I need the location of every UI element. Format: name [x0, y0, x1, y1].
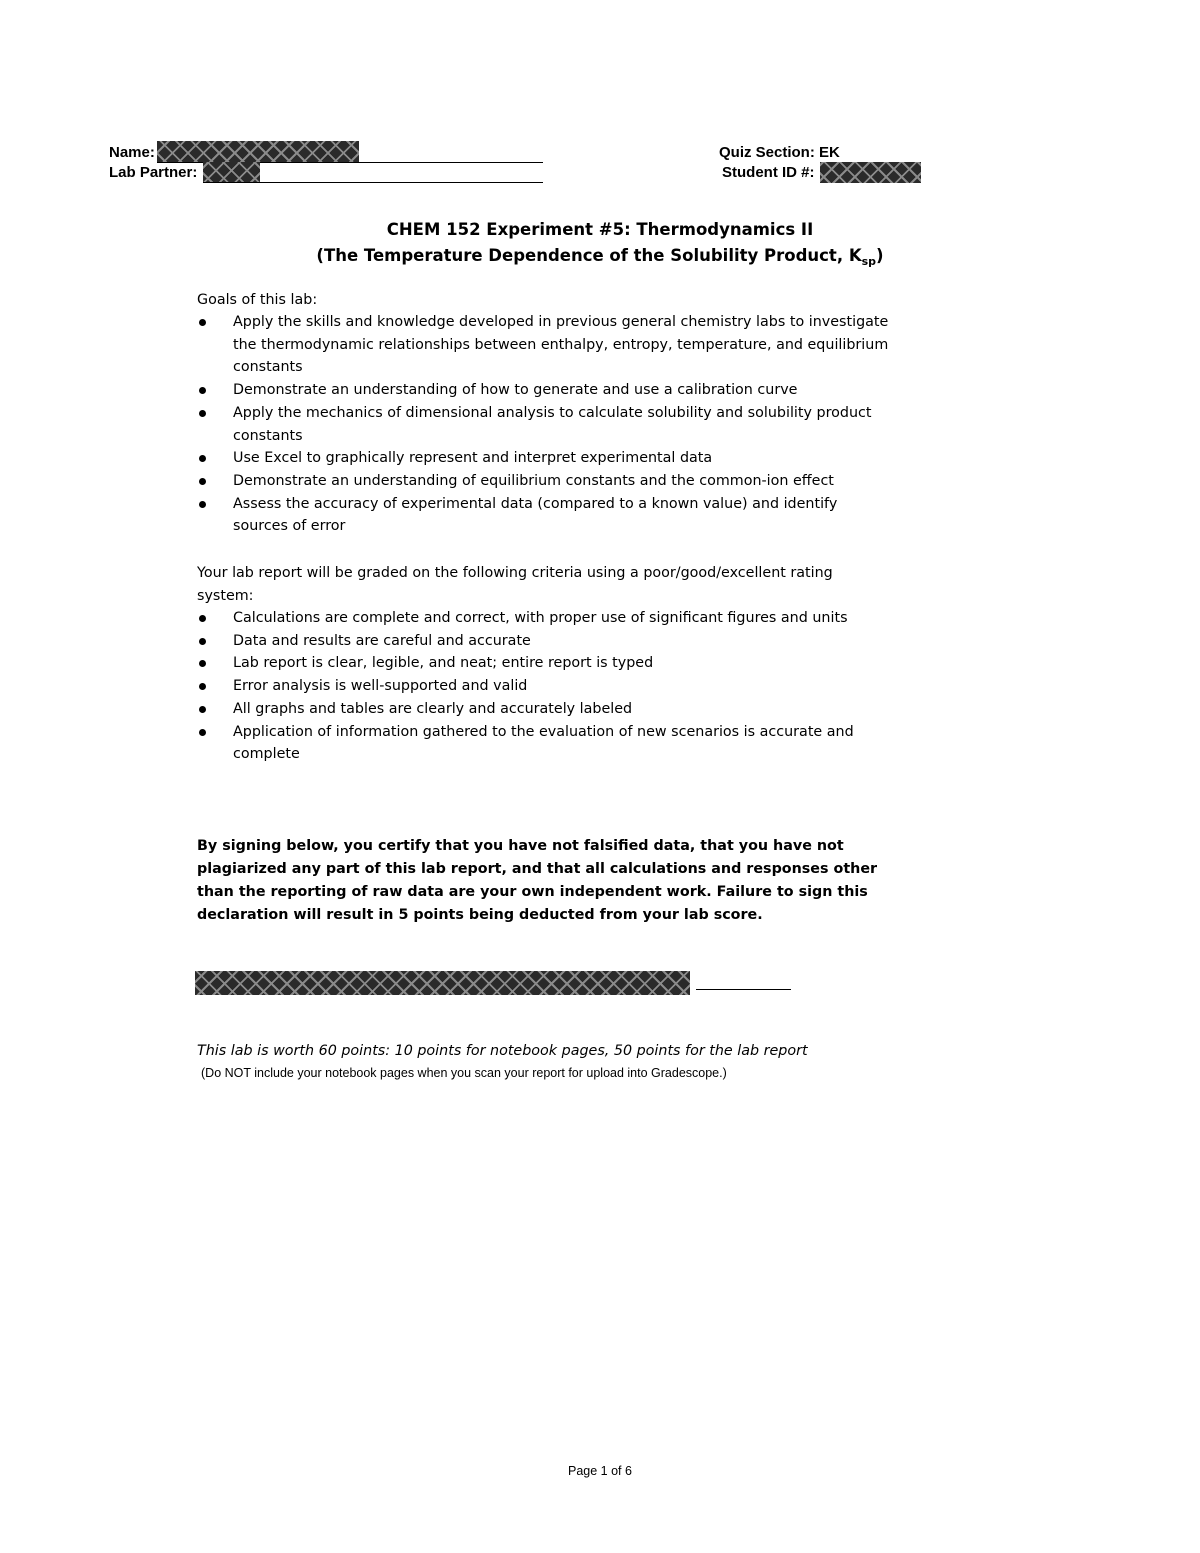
- goal-item: Demonstrate an understanding of equilibrium constants and the common-ion effect: [197, 470, 893, 493]
- goals-heading: Goals of this lab:: [197, 292, 318, 308]
- goal-item: Apply the skills and knowledge developed in previous general chemistry labs to investigate the thermodynamic relationships between enthalpy, entropy, temperature, and equilibrium constants: [197, 311, 893, 379]
- goal-item: Use Excel to graphically represent and interpret experimental data: [197, 447, 893, 470]
- grading-intro-line2: system:: [197, 588, 254, 604]
- criteria-item: Application of information gathered to the evaluation of new scenarios is accurate and complete: [197, 721, 893, 766]
- name-label: Name:: [109, 144, 155, 161]
- quiz-section-label: Quiz Section: EK: [719, 144, 840, 161]
- criteria-item: Data and results are careful and accurate: [197, 630, 893, 653]
- goal-item: Apply the mechanics of dimensional analysis to calculate solubility and solubility product constants: [197, 402, 893, 447]
- lab-partner-label: Lab Partner:: [109, 164, 198, 181]
- name-redaction: [157, 141, 359, 163]
- criteria-item: All graphs and tables are clearly and accurately labeled: [197, 698, 893, 721]
- document-subtitle: [0, 244, 1200, 268]
- goal-item: Assess the accuracy of experimental data (compared to a known value) and identify sources of error: [197, 493, 893, 538]
- student-id-label: Student ID #:: [722, 164, 815, 181]
- grading-intro-line1: Your lab report will be graded on the following criteria using a poor/good/excellent rating: [197, 565, 833, 581]
- goals-list: [197, 311, 893, 538]
- criteria-item: Lab report is clear, legible, and neat; entire report is typed: [197, 652, 893, 675]
- document-title: CHEM 152 Experiment #5: Thermodynamics II: [386, 220, 814, 239]
- goal-item: Demonstrate an understanding of how to generate and use a calibration curve: [197, 379, 893, 402]
- signature-redaction: [195, 971, 690, 995]
- subtitle-main: (The Temperature Dependence of the Solubility Product, K: [316, 246, 862, 265]
- criteria-item: Error analysis is well-supported and valid: [197, 675, 893, 698]
- student-id-redaction: [820, 162, 921, 183]
- grading-criteria-list: [197, 607, 893, 766]
- date-underline: [696, 989, 791, 990]
- page-number: Page 1 of 6: [568, 1464, 632, 1478]
- points-worth-text: This lab is worth 60 points: 10 points for notebook pages, 50 points for the lab report: [197, 1043, 808, 1059]
- lab-partner-underline: [203, 182, 543, 183]
- upload-note: (Do NOT include your notebook pages when you scan your report for upload into Gradescope.): [201, 1066, 727, 1080]
- criteria-item: Calculations are complete and correct, with proper use of significant figures and units: [197, 607, 893, 630]
- subtitle-end: ): [876, 246, 884, 265]
- lab-partner-redaction: [203, 162, 260, 183]
- subtitle-subscript: sp: [861, 255, 877, 268]
- certification-statement: By signing below, you certify that you have not falsified data, that you have not plagiarized any part of this lab report, and that all calculations and responses other than the reporting of raw data are your own independent work. Failure to sign this declaration will result in 5 points being deducted from your lab score.: [197, 838, 878, 923]
